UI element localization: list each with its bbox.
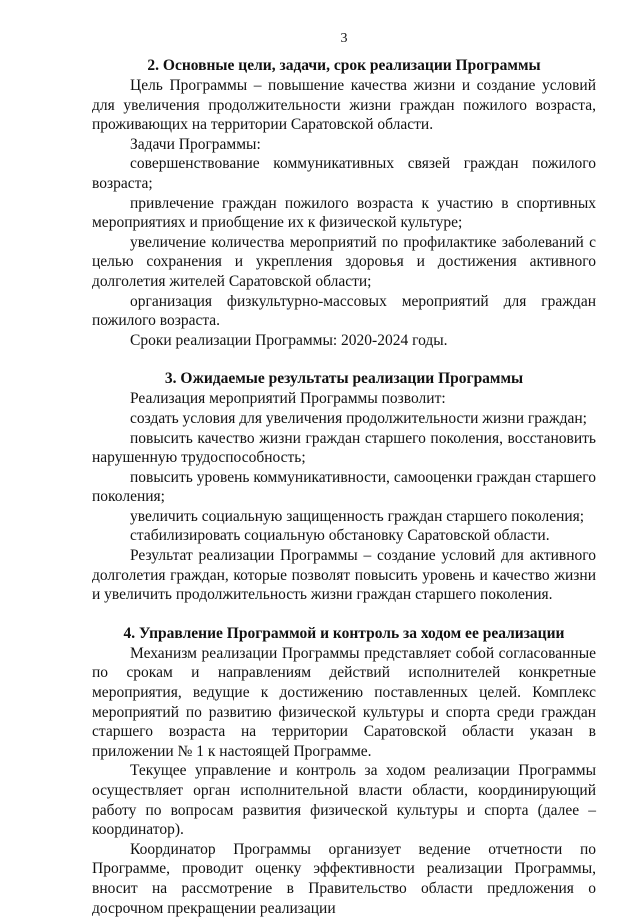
paragraph: Сроки реализации Программы: 2020-2024 годы. [130,331,448,349]
paragraph: повысить уровень коммуникативности, самооценки граждан старшего поколения; [92,468,596,506]
paragraph: повысить качество жизни граждан старшего поколения, восстановить нарушенную трудоспособность; [92,429,596,467]
paragraph: Текущее управление и контроль за ходом реализации Программы осуществляет орган исполнительной власти области, координирующий работу по вопросам развития физической культуры и спорта (далее – координатор). [92,762,596,839]
paragraph: Координатор Программы организует ведение отчетности по Программе, проводит оценку эффективности реализации Программы, вносит на рассмотрение в Правительство области предложения о досрочном прекращении реализации [92,840,596,917]
paragraph: увеличить социальную защищенность граждан старшего поколения; [130,507,585,525]
paragraph: Задачи Программы: [130,135,261,153]
page-number: 3 [340,31,348,46]
paragraph: Механизм реализации Программы представляет собой согласованные по срокам и направлениям действий исполнителей конкретные мероприятия, ведущие к достижению поставленных целей. Комплекс мероприятий по развитию физической культуры и спорта среди граждан старшего возраста на территории Саратовской области указан в приложении № 1 к настоящей Программе. [92,644,596,760]
paragraph: Результат реализации Программы – создание условий для активного долголетия граждан, которые позволят повысить уровень и качество жизни и увеличить продолжительность жизни граждан старшего поколения. [92,547,596,604]
section-management [92,624,596,918]
paragraph: увеличение количества мероприятий по профилактике заболеваний с целью сохранения и укрепления здоровья и достижения активного долголетия жителей Саратовской области; [92,233,596,290]
section-goals [92,56,596,350]
paragraph: привлечение граждан пожилого возраста к участию в спортивных мероприятиях и приобщение их к физической культуре; [92,194,596,232]
section-expected-results [92,369,596,605]
paragraph: организация физкультурно-массовых мероприятий для граждан пожилого возраста. [92,292,596,330]
section-title: 2. Основные цели, задачи, срок реализации Программы [147,57,541,74]
paragraph: Реализация мероприятий Программы позволит: [130,390,446,408]
paragraph: стабилизировать социальную обстановку Саратовской области. [130,527,550,545]
paragraph: Цель Программы – повышение качества жизни и создание условий для увеличения продолжительности жизни граждан пожилого возраста, проживающих на территории Саратовской области. [92,77,596,134]
section-title: 3. Ожидаемые результаты реализации Программы [164,370,524,388]
section-title: 4. Управление Программой и контроль за ходом ее реализации [123,624,565,642]
paragraph: создать условия для увеличения продолжительности жизни граждан; [130,409,587,427]
paragraph: совершенствование коммуникативных связей граждан пожилого возраста; [92,155,596,192]
